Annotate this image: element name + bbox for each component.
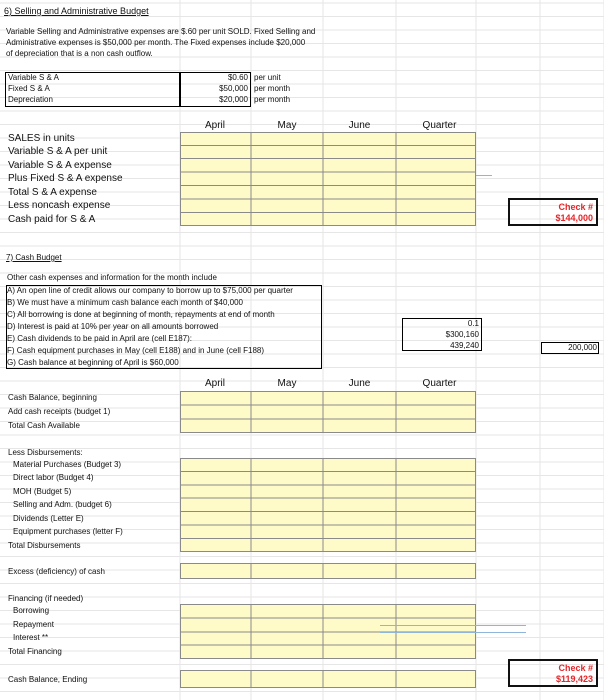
cash-budget-intro: Other cash expenses and information for the month include [7, 273, 217, 282]
cash-note: D) Interest is paid at 10% per year on all amounts borrowed [7, 322, 219, 331]
cash-note: E) Cash dividends to be paid in April are (cell E187): [7, 334, 192, 343]
column-header-quarter: Quarter [422, 378, 457, 389]
excess-input-grid [180, 563, 476, 579]
cash-row-label: Add cash receipts (budget 1) [8, 407, 111, 416]
selling-input-grid [180, 132, 476, 226]
cell-border-mark [380, 632, 526, 633]
assumption-label: Fixed S & A [8, 84, 50, 93]
column-header-april: April [204, 378, 225, 389]
disbursement-label: MOH (Budget 5) [13, 487, 72, 496]
selling-row-label: Variable S & A expense [8, 160, 112, 171]
cash-row-label: Total Cash Available [8, 421, 80, 430]
cash-check-box [508, 659, 598, 687]
disbursements-input-grid [180, 458, 476, 552]
selling-row-label: Less noncash expense [8, 200, 111, 211]
selling-row-label: Plus Fixed S & A expense [8, 173, 123, 184]
selling-description-line: of depreciation that is a non cash outflow. [6, 49, 153, 58]
equipment-may-value: 439,240 [450, 341, 479, 350]
selling-check-box [508, 198, 598, 226]
assumption-label: Depreciation [8, 95, 53, 104]
selling-budget-heading: 6) Selling and Administrative Budget [4, 6, 149, 16]
cash-note: G) Cash balance at beginning of April is $60,000 [7, 358, 179, 367]
cash-note: B) We must have a minimum cash balance each month of $40,000 [7, 298, 243, 307]
assumption-value: $20,000 [219, 95, 248, 104]
financing-heading: Financing (if needed) [8, 594, 84, 603]
equipment-june-value: 200,000 [568, 343, 597, 352]
selling-row-label: Total S & A expense [8, 187, 97, 198]
cash-begin-input-grid [180, 391, 476, 433]
selling-row-label: SALES in units [8, 133, 75, 144]
selling-description-line: Variable Selling and Administrative expenses are $.60 per unit SOLD. Fixed Selling and [6, 27, 316, 36]
cash-note: C) All borrowing is done at beginning of month, repayments at end of month [7, 310, 275, 319]
assumption-label: Variable S & A [8, 73, 59, 82]
disbursement-label: Direct labor (Budget 4) [13, 473, 94, 482]
check-value: $119,423 [555, 674, 593, 684]
cash-budget-heading: 7) Cash Budget [6, 253, 62, 262]
assumption-value: $50,000 [219, 84, 248, 93]
assumption-unit: per unit [254, 73, 281, 82]
ending-balance-label: Cash Balance, Ending [8, 675, 88, 684]
dividends-value: $300,160 [445, 330, 479, 339]
disbursement-label: Dividends (Letter E) [13, 514, 84, 523]
column-header-may: May [277, 120, 297, 131]
check-label: Check # [558, 202, 593, 212]
excess-label: Excess (deficiency) of cash [8, 567, 105, 576]
cash-row-label: Cash Balance, beginning [8, 393, 97, 402]
total-financing-label: Total Financing [8, 647, 62, 656]
selling-row-label: Variable S & A per unit [8, 146, 108, 157]
column-header-may: May [277, 378, 297, 389]
assumption-unit: per month [254, 95, 291, 104]
disbursements-heading: Less Disbursements: [8, 448, 83, 457]
cash-note: A) An open line of credit allows our company to borrow up to $75,000 per quarter [7, 286, 293, 295]
cell-border-mark [476, 175, 492, 176]
total-disbursements-label: Total Disbursements [8, 541, 81, 550]
column-header-quarter: Quarter [422, 120, 457, 131]
check-value: $144,000 [555, 213, 593, 223]
disbursement-label: Selling and Adm. (budget 6) [13, 500, 112, 509]
column-header-april: April [204, 120, 225, 131]
financing-label: Borrowing [13, 606, 50, 615]
interest-rate-value: 0.1 [467, 319, 479, 328]
check-label: Check # [558, 663, 593, 673]
cash-note: F) Cash equipment purchases in May (cell E188) and in June (cell F188) [7, 346, 265, 355]
disbursement-label: Equipment purchases (letter F) [13, 527, 123, 536]
column-header-june: June [348, 120, 371, 131]
assumption-value: $0.60 [227, 73, 248, 82]
financing-label: Repayment [13, 620, 54, 629]
ending-input-grid [180, 670, 476, 688]
cell-border-mark [380, 625, 526, 626]
column-header-june: June [348, 378, 371, 389]
selling-row-label: Cash paid for S & A [8, 214, 96, 225]
assumption-unit: per month [254, 84, 291, 93]
disbursement-label: Material Purchases (Budget 3) [13, 460, 122, 469]
financing-label: Interest ** [13, 633, 49, 642]
selling-description-line: Administrative expenses is $50,000 per month. The Fixed expenses include $20,000 [6, 38, 306, 47]
